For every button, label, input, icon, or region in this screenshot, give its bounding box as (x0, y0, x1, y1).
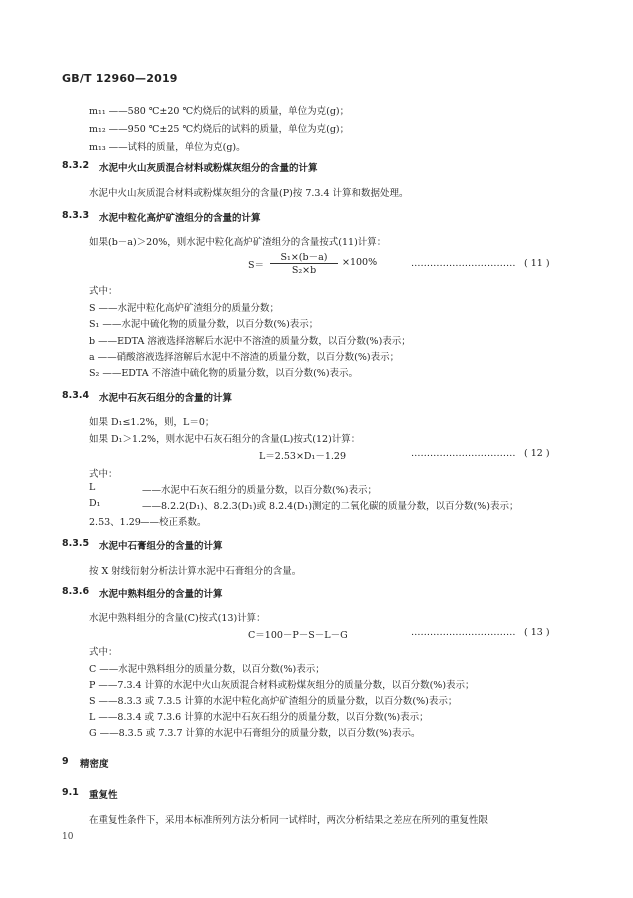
formula-11-numerator: S₁×(b－a) (280, 252, 328, 263)
def-S: S ——水泥中粒化高炉矿渣组分的质量分数； (89, 303, 280, 314)
formula-11-number: ( 11 ) (524, 258, 550, 269)
formula-11-leader-dots: …………………………… (411, 258, 516, 269)
var-def-m11: m₁₁ ——580 ℃±20 ℃灼烧后的试料的质量，单位为克(g)； (89, 106, 350, 117)
where-label-8-3-4: 式中： (89, 469, 118, 480)
section-number-8-3-6: 8.3.6 (62, 586, 90, 597)
section-number-8-3-2: 8.3.2 (62, 160, 90, 171)
var-def-m13: m₁₃ ——试料的质量，单位为克(g)。 (89, 142, 246, 153)
intro-text-8-3-6: 水泥中熟料组分的含量(C)按式(13)计算： (89, 613, 266, 624)
section-number-8-3-4: 8.3.4 (62, 390, 90, 401)
def-symbol-L: L (89, 482, 96, 493)
formula-13: C＝100－P－S－L－G (248, 630, 348, 641)
def-S1: S₁ ——水泥中硫化物的质量分数，以百分数(%)表示； (89, 319, 319, 330)
def-P: P ——7.3.4 计算的水泥中火山灰质混合材料或粉煤灰组分的质量分数，以百分数(%)表示； (89, 680, 475, 691)
def-G: G ——8.3.5 或 7.3.7 计算的水泥中石膏组分的质量分数，以百分数(%)表示。 (89, 728, 421, 739)
condition-text-1-8-3-4: 如果 D₁≤1.2%，则，L＝0； (89, 417, 215, 428)
formula-11-denominator: S₂×b (291, 265, 317, 276)
standard-number: GB/T 12960—2019 (62, 72, 178, 85)
section-title-8-3-3: 水泥中粒化高炉矿渣组分的含量的计算 (99, 213, 261, 224)
formula-12-number: ( 12 ) (524, 448, 550, 459)
formula-13-leader-dots: …………………………… (411, 627, 516, 638)
section-title-8-3-5: 水泥中石膏组分的含量的计算 (99, 541, 223, 552)
condition-text-2-8-3-4: 如果 D₁＞1.2%，则水泥中石灰石组分的含量(L)按式(12)计算： (89, 434, 361, 445)
formula-11-lhs: S＝ (248, 260, 265, 271)
section-title-8-3-6: 水泥中熟料组分的含量的计算 (99, 589, 223, 600)
def-a: a ——硝酸溶液选择溶解后水泥中不溶渣的质量分数，以百分数(%)表示； (89, 352, 400, 363)
def-symbol-D1: D₁ (89, 498, 101, 509)
where-label-8-3-3: 式中： (89, 286, 118, 297)
section-title-8-3-2: 水泥中火山灰质混合材料或粉煤灰组分的含量的计算 (99, 163, 318, 174)
paragraph-9-1: 在重复性条件下，采用本标准所列方法分析同一试样时，两次分析结果之差应在所列的重复性限 (89, 815, 489, 826)
section-number-8-3-3: 8.3.3 (62, 210, 90, 221)
where-label-8-3-6: 式中： (89, 647, 118, 658)
def-C: C ——水泥中熟料组分的质量分数，以百分数(%)表示； (89, 664, 325, 675)
section-number-8-3-5: 8.3.5 (62, 538, 90, 549)
var-def-m12: m₁₂ ——950 ℃±25 ℃灼烧后的试料的质量，单位为克(g)； (89, 124, 350, 135)
page-number: 10 (62, 832, 74, 842)
paragraph-8-3-5: 按 X 射线衍射分析法计算水泥中石膏组分的含量。 (89, 566, 302, 577)
paragraph-8-3-2: 水泥中火山灰质混合材料或粉煤灰组分的含量(P)按 7.3.4 计算和数据处理。 (89, 188, 409, 199)
section-number-9-1: 9.1 (62, 787, 79, 798)
condition-text-8-3-3: 如果(b－a)＞20%，则水泥中粒化高炉矿渣组分的含量按式(11)计算： (89, 237, 387, 248)
section-title-9: 精密度 (80, 759, 109, 770)
def-b: b ——EDTA 溶液选择溶解后水泥中不溶渣的质量分数，以百分数(%)表示； (89, 336, 411, 347)
formula-12: L＝2.53×D₁－1.29 (259, 451, 346, 462)
def-text-L: ——水泥中石灰石组分的质量分数，以百分数(%)表示； (142, 485, 377, 496)
formula-11-tail: ×100% (342, 257, 378, 268)
def-S2: S₂ ——EDTA 不溶渣中硫化物的质量分数，以百分数(%)表示。 (89, 368, 359, 379)
section-number-9: 9 (62, 756, 69, 767)
formula-13-number: ( 13 ) (524, 627, 550, 638)
fraction-bar (270, 263, 338, 264)
def-L-clinker: L ——8.3.4 或 7.3.6 计算的水泥中石灰石组分的质量分数，以百分数(%)表示； (89, 712, 429, 723)
def-symbol-coefficients: 2.53、1.29 (89, 517, 141, 528)
section-title-9-1: 重复性 (89, 790, 118, 801)
def-text-D1: ——8.2.2(D₁)、8.2.3(D₁)或 8.2.4(D₁)测定的二氧化碳的质量分数，以百分数(%)表示； (142, 501, 519, 512)
section-title-8-3-4: 水泥中石灰石组分的含量的计算 (99, 393, 233, 404)
def-text-coefficients: ——校正系数。 (140, 517, 207, 528)
def-S-clinker: S ——8.3.3 或 7.3.5 计算的水泥中粒化高炉矿渣组分的质量分数，以百分数(%)表示； (89, 696, 458, 707)
formula-12-leader-dots: …………………………… (411, 448, 516, 459)
